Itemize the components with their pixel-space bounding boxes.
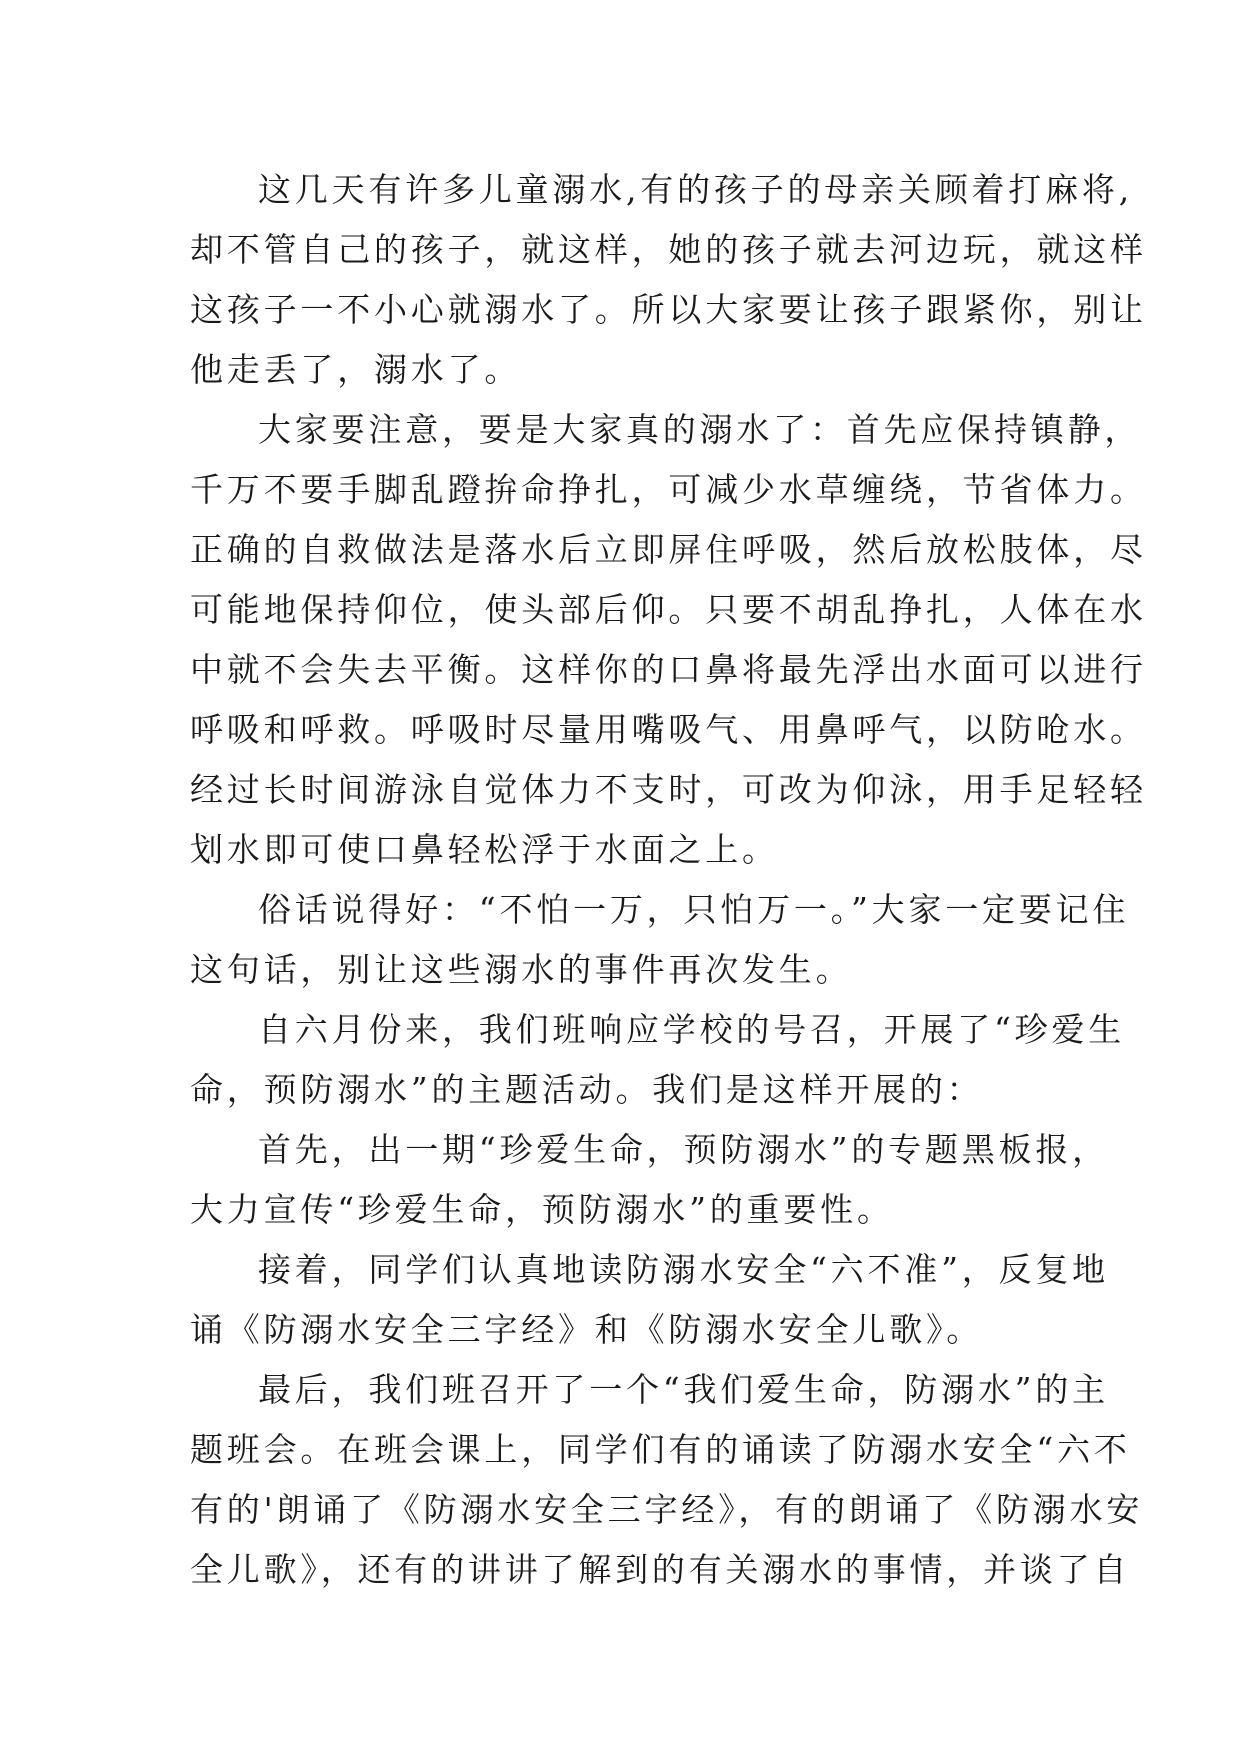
text-line: 有的'朗诵了《防溺水安全三字经》，有的朗诵了《防溺水安 bbox=[190, 1490, 1144, 1529]
text-line: 大家要注意，要是大家真的溺水了：首先应保持镇静， bbox=[258, 410, 1142, 449]
text-line: 呼吸和呼救。呼吸时尽量用嘴吸气、用鼻呼气，以防呛水。 bbox=[190, 710, 1147, 749]
text-line: 自六月份来，我们班响应学校的号召，开展了“珍爱生 bbox=[258, 1010, 1126, 1049]
text-line: 接着，同学们认真地读防溺水安全“六不准”，反复地 bbox=[258, 1250, 1109, 1289]
text-line: 最后，我们班召开了一个“我们爱生命，防溺水”的主 bbox=[258, 1370, 1109, 1409]
text-line: 正确的自救做法是落水后立即屏住呼吸，然后放松肢体，尽 bbox=[190, 530, 1147, 569]
text-line: 这句话，别让这些溺水的事件再次发生。 bbox=[190, 950, 853, 989]
text-line: 他走丢了，溺水了。 bbox=[190, 350, 522, 389]
text-line: 千万不要手脚乱蹬拚命挣扎，可减少水草缠绕，节省体力。 bbox=[190, 470, 1147, 509]
text-line: 首先，出一期“珍爱生命，预防溺水”的专题黑板报， bbox=[258, 1130, 1109, 1169]
text-line: 大力宣传“珍爱生命，预防溺水”的重要性。 bbox=[190, 1190, 894, 1229]
text-line: 诵《防溺水安全三字经》和《防溺水安全儿歌》。 bbox=[190, 1310, 984, 1349]
text-line: 题班会。在班会课上，同学们有的诵读了防溺水安全“六不 bbox=[190, 1430, 1131, 1469]
text-line: 经过长时间游泳自觉体力不支时，可改为仰泳，用手足轻轻 bbox=[190, 770, 1147, 809]
document-body bbox=[190, 160, 1147, 1600]
text-line: 中就不会失去平衡。这样你的口鼻将最先浮出水面可以进行 bbox=[190, 650, 1147, 689]
text-line: 却不管自己的孩子，就这样，她的孩子就去河边玩，就这样 bbox=[190, 230, 1147, 269]
text-line: 全儿歌》，还有的讲讲了解到的有关溺水的事情，并谈了自 bbox=[190, 1550, 1131, 1589]
text-line: 可能地保持仰位，使头部后仰。只要不胡乱挣扎，人体在水 bbox=[190, 590, 1147, 629]
text-line: 命，预防溺水”的主题活动。我们是这样开展的： bbox=[190, 1070, 984, 1109]
text-line: 这几天有许多儿童溺水,有的孩子的母亲关顾着打麻将, bbox=[258, 170, 1133, 209]
text-line: 俗话说得好：“不怕一万，只怕万一。”大家一定要记住 bbox=[258, 890, 1130, 929]
text-line: 这孩子一不小心就溺水了。所以大家要让孩子跟紧你，别让 bbox=[190, 290, 1147, 329]
text-line: 划水即可使口鼻轻松浮于水面之上。 bbox=[190, 830, 779, 869]
